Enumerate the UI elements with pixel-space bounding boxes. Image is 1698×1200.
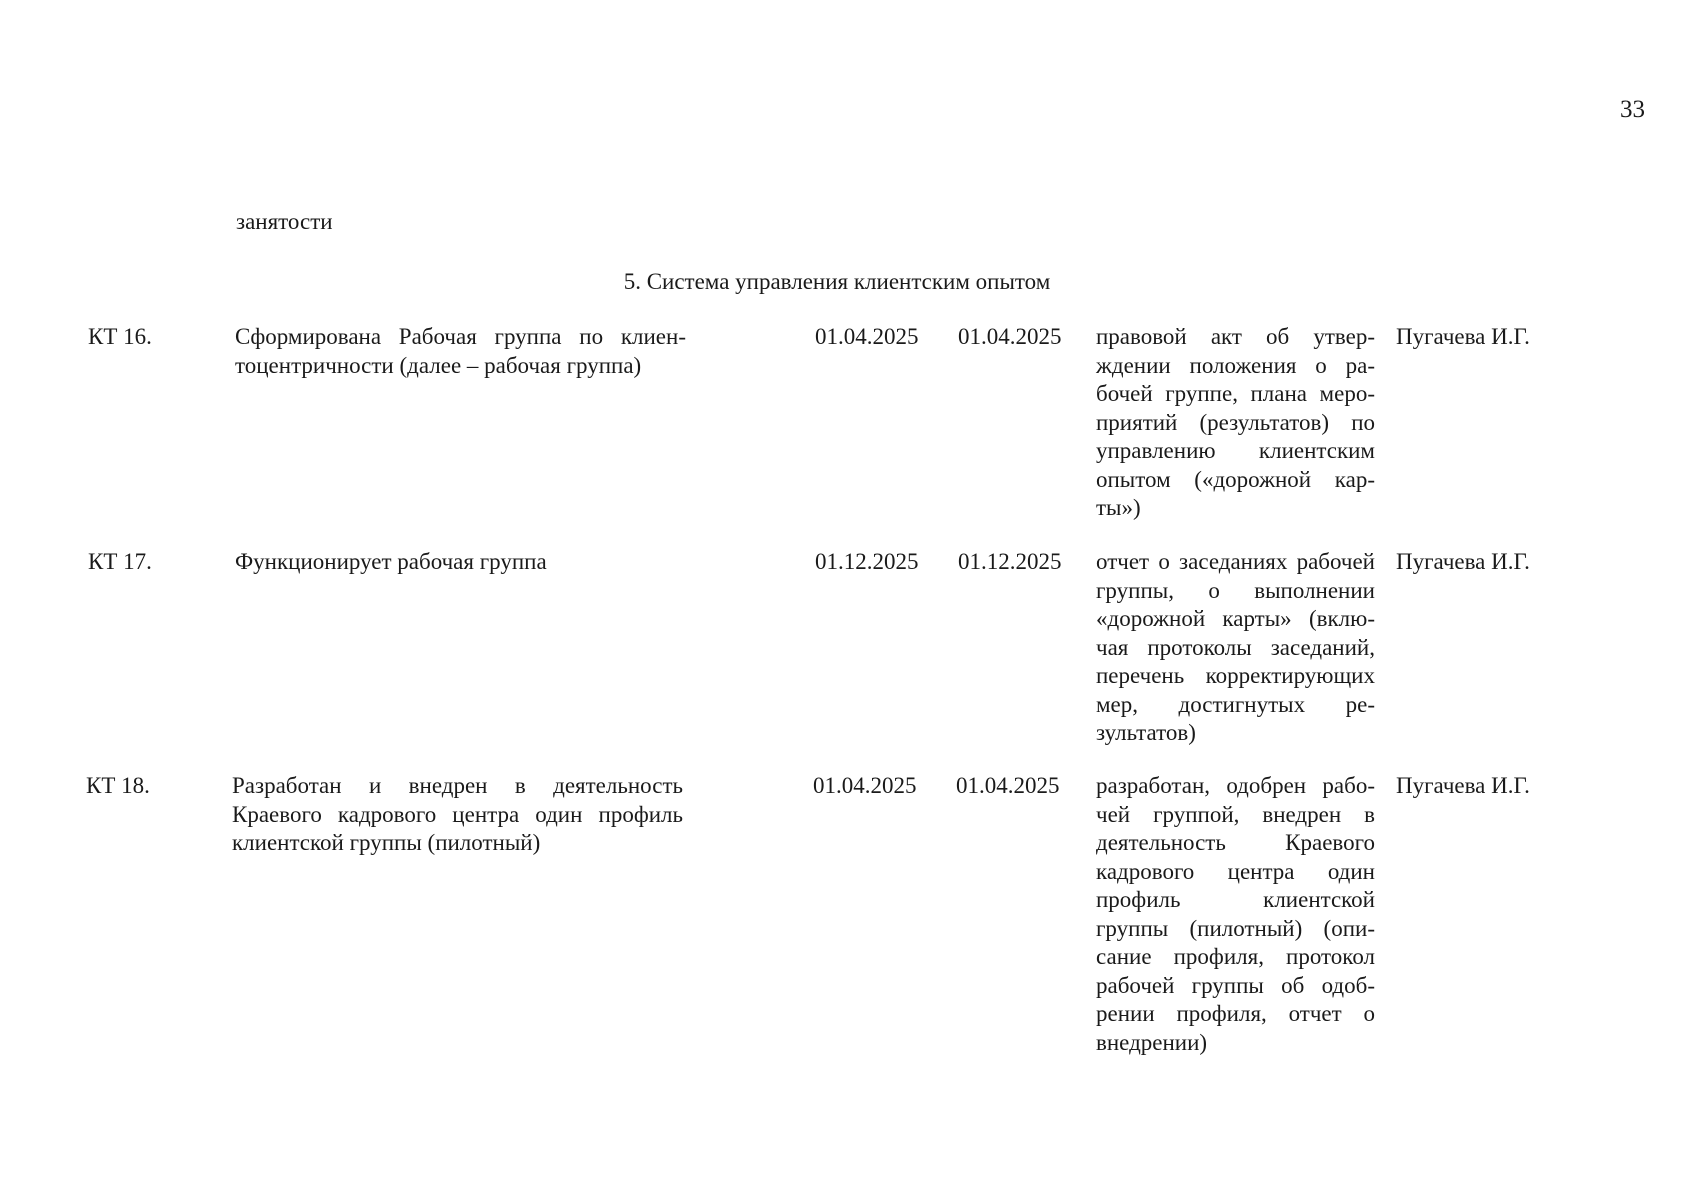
row-end-date: 01.12.2025 [958,549,1062,574]
row-description: Разработан и внедрен в деятельность Краевого кадрового центра один профиль клиентской группы (пилотный) [232,773,683,855]
row-result: разработан, одобрен рабочей группой, внедрен в деятельность Краевого кадрового центра один профиль клиентской группы (пилотный) (описание профиля, протокол рабочей группы об одобрении профиля, отчет о внедрении) [1096,773,1375,1055]
row-result: отчет о заседаниях рабочей группы, о выполнении «дорожной карты» (включая протоколы заседаний, перечень корректирующих мер, достигнутых результатов) [1096,549,1375,745]
row-start-date: 01.04.2025 [815,324,919,349]
row-code: КТ 16. [88,324,152,349]
row-description: Сформирована Рабочая группа по клиентоцентричности (далее – рабочая группа) [235,324,686,378]
row-code: КТ 18. [86,773,150,798]
page-number: 33 [1620,96,1645,123]
row-end-date: 01.04.2025 [956,773,1060,798]
row-responsible: Пугачева И.Г. [1396,549,1530,574]
section-heading [0,268,1698,297]
row-responsible: Пугачева И.Г. [1396,773,1530,798]
row-start-date: 01.12.2025 [815,549,919,574]
row-end-date: 01.04.2025 [958,324,1062,349]
row-code: КТ 17. [88,549,152,574]
carry-over-text: занятости [236,209,333,234]
section-heading-text: 5. Система управления клиентским опытом [623,269,1051,294]
row-start-date: 01.04.2025 [813,773,917,798]
row-result: правовой акт об утверждении положения о рабочей группе, плана мероприятий (результатов) по управлению клиентским опытом («дорожной карты») [1096,324,1375,520]
row-description: Функционирует рабочая группа [235,549,547,574]
row-responsible: Пугачева И.Г. [1396,324,1530,349]
